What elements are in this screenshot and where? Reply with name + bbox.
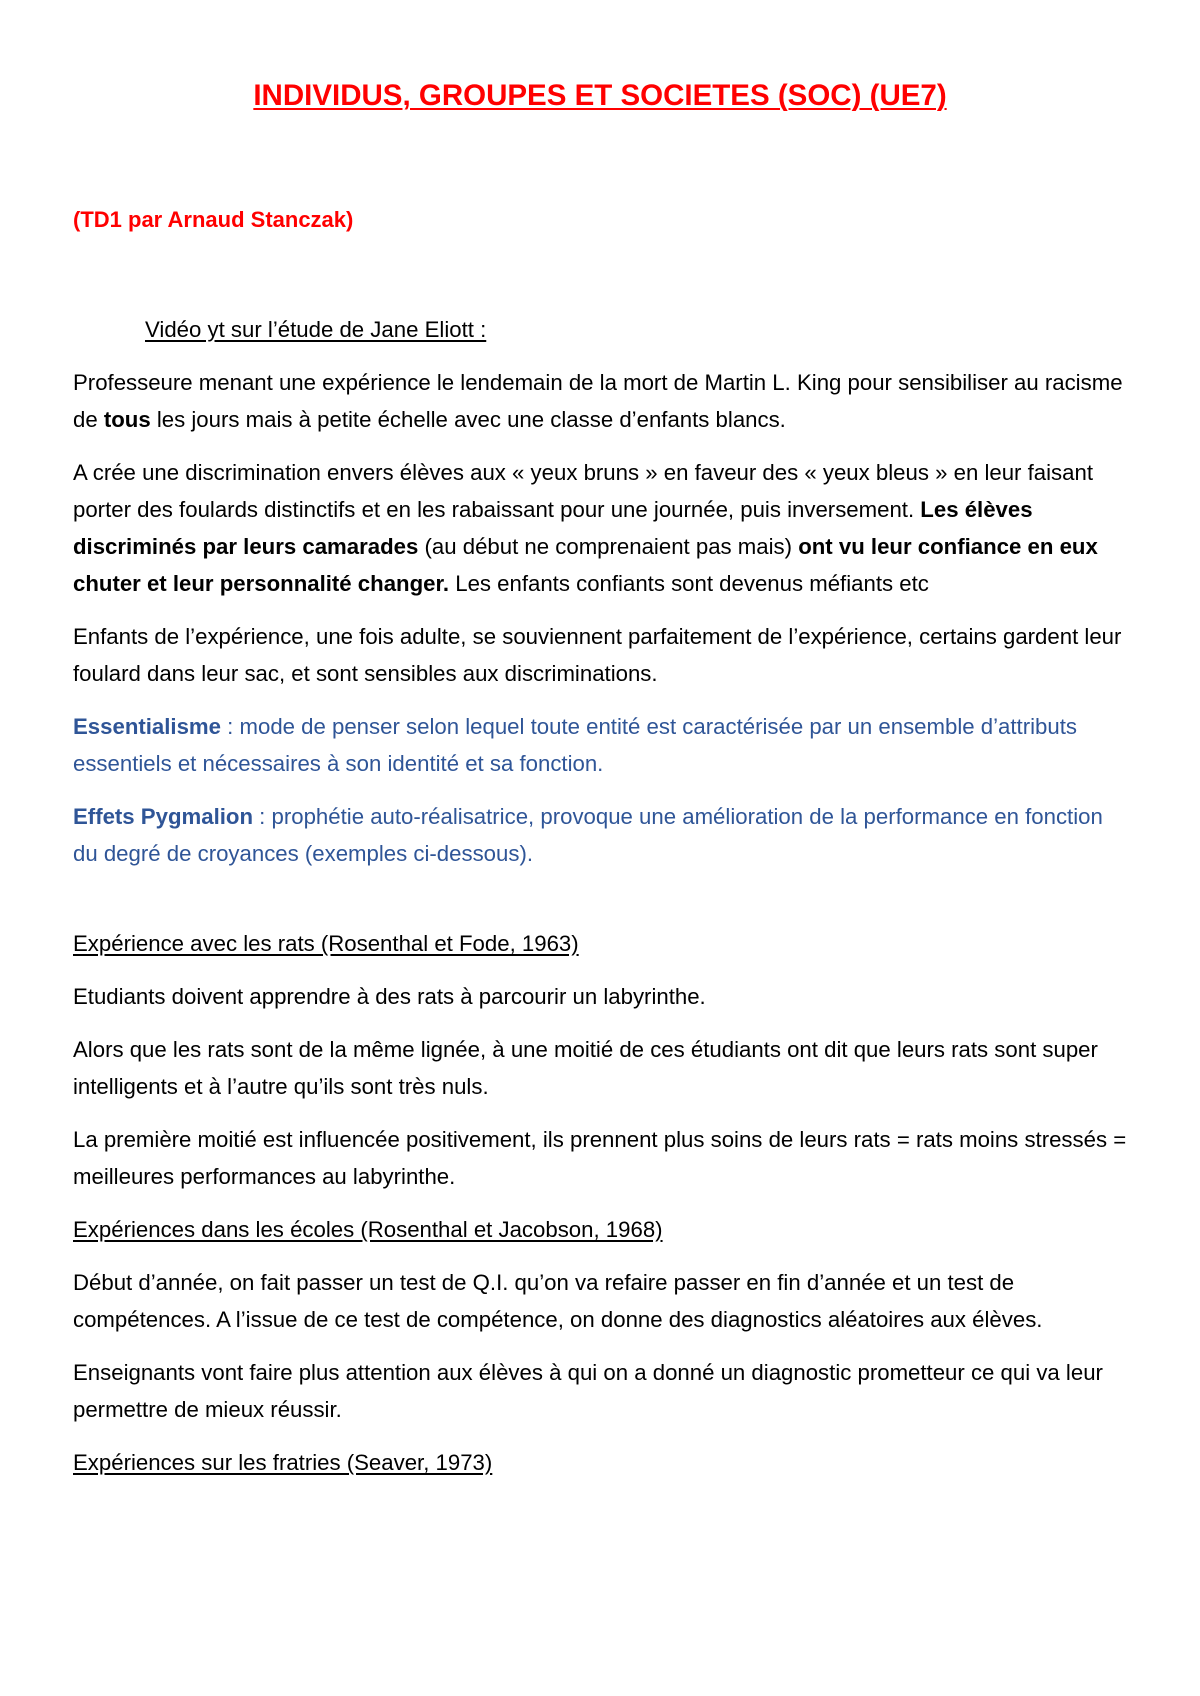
p2-bold-d: ont vu leur confiance en eux chuter et leur personnalité changer.	[73, 534, 1098, 596]
schools-paragraph-2: Enseignants vont faire plus attention aux élèves à qui on a donné un diagnostic prometteur ce qui va leur permettre de mieux réussir.	[73, 1360, 1103, 1422]
p2-text-e: Les enfants confiants sont devenus méfiants etc	[449, 571, 929, 596]
spacer	[73, 888, 1133, 925]
paragraph-discrimination	[73, 454, 1133, 602]
paragraph-jane-eliott-intro	[73, 364, 1133, 438]
video-heading	[73, 311, 1133, 348]
document-subtitle: (TD1 par Arnaud Stanczak)	[73, 207, 354, 232]
siblings-heading-text: Expériences sur les fratries (Seaver, 1973)	[73, 1450, 493, 1475]
video-heading-text: Vidéo yt sur l’étude de Jane Eliott :	[145, 317, 487, 342]
document-title: INDIVIDUS, GROUPES ET SOCIETES (SOC) (UE7)	[253, 79, 947, 112]
schools-heading-text: Expériences dans les écoles (Rosenthal et Jacobson, 1968)	[73, 1217, 663, 1242]
definition-pygmalion	[73, 798, 1133, 872]
p2-bold-b: Les élèves discriminés par leurs camarades	[73, 497, 1033, 559]
p2-text-c: (au début ne comprenaient pas mais)	[418, 534, 799, 559]
definition-pygmalion-text: : prophétie auto-réalisatrice, provoque une amélioration de la performance en fonction du degré de croyances (exemples ci-dessous).	[73, 804, 1103, 866]
definition-essentialisme-term: Essentialisme	[73, 714, 221, 739]
p1-bold-tous: tous	[103, 407, 151, 432]
rats-paragraph-2: Alors que les rats sont de la même lignée, à une moitié de ces étudiants ont dit que leurs rats sont super intelligents et à l’autre qu’ils sont très nuls.	[73, 1037, 1098, 1099]
rats-paragraph-3: La première moitié est influencée positivement, ils prennent plus soins de leurs rats = rats moins stressés = meilleures performances au labyrinthe.	[73, 1127, 1127, 1189]
schools-heading	[73, 1211, 1133, 1248]
rats-heading-text: Expérience avec les rats (Rosenthal et Fode, 1963)	[73, 931, 579, 956]
siblings-heading	[73, 1444, 1133, 1481]
definition-pygmalion-term: Effets Pygmalion	[73, 804, 254, 829]
rats-paragraph-1: Etudiants doivent apprendre à des rats à parcourir un labyrinthe.	[73, 984, 706, 1009]
p1-text-c: les jours mais à petite échelle avec une classe d’enfants blancs.	[150, 407, 786, 432]
document-body	[73, 311, 1133, 1497]
definition-essentialisme-text: : mode de penser selon lequel toute entité est caractérisée par un ensemble d’attributs essentiels et nécessaires à son identité et sa fonction.	[73, 714, 1077, 776]
definition-essentialisme	[73, 708, 1133, 782]
schools-paragraph-1: Début d’année, on fait passer un test de Q.I. qu’on va refaire passer en fin d’année et un test de compétences. A l’issue de ce test de compétence, on donne des diagnostics aléatoires aux élèves.	[73, 1270, 1043, 1332]
paragraph-adults: Enfants de l’expérience, une fois adulte, se souviennent parfaitement de l’expérience, certains gardent leur foulard dans leur sac, et sont sensibles aux discriminations.	[73, 624, 1122, 686]
rats-heading	[73, 925, 1133, 962]
p1-text-a: Professeure menant une expérience le lendemain de la mort de Martin L. King pour sensibiliser au racisme de	[73, 370, 1123, 432]
p2-text-a: A crée une discrimination envers élèves aux « yeux bruns » en faveur des « yeux bleus » en leur faisant porter des foulards distinctifs et en les rabaissant pour une journée, puis inversement.	[73, 460, 1093, 522]
